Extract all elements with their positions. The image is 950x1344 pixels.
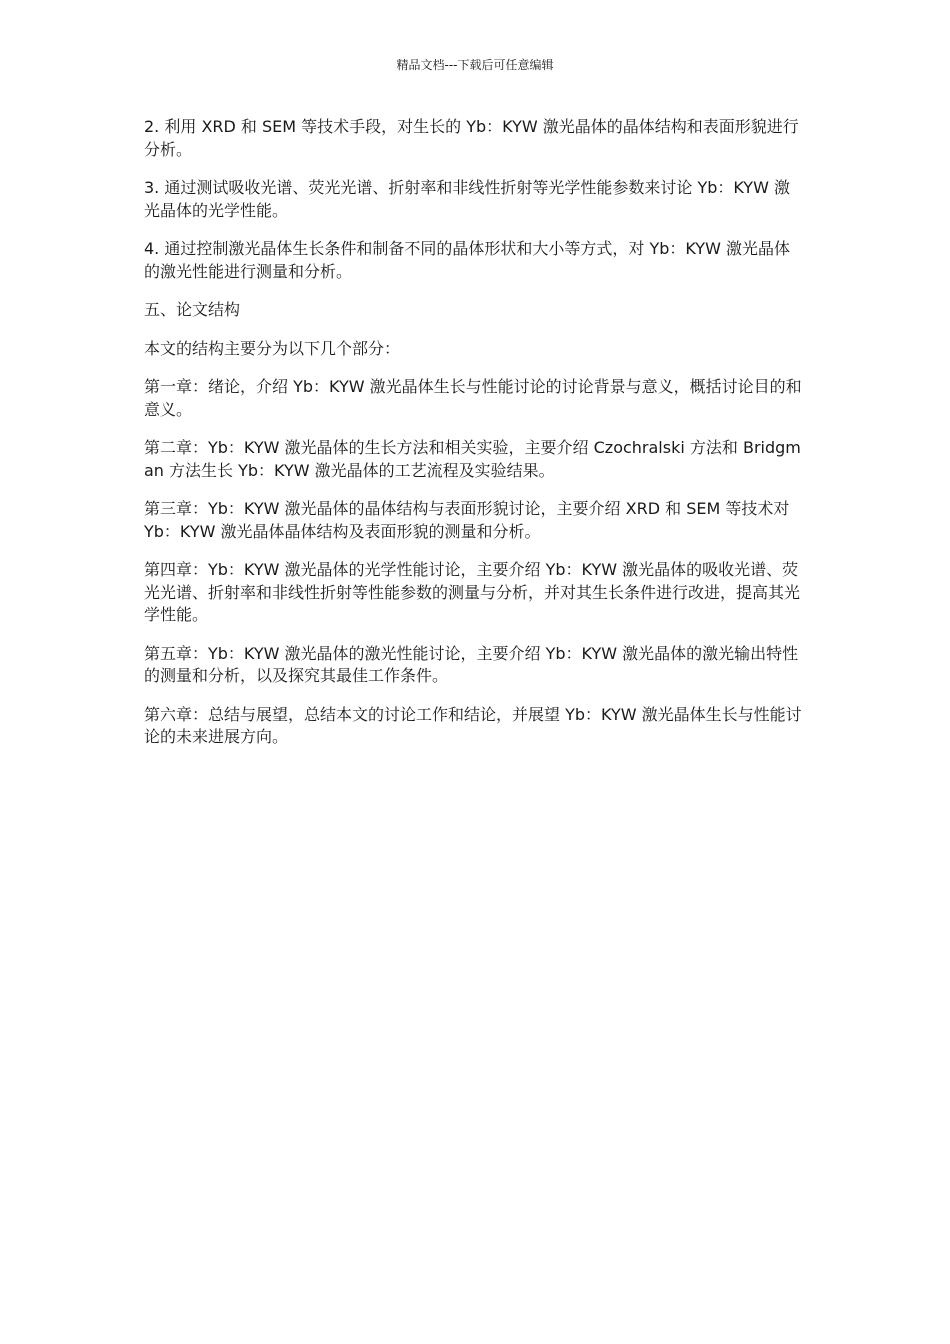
page-header: 精品文档---下载后可任意编辑 (396, 58, 554, 72)
document-body (144, 116, 804, 765)
chapter-2-description: 第二章：Yb：KYW 激光晶体的生长方法和相关实验，主要介绍 Czochralski 方法和 Bridgman 方法生长 Yb：KYW 激光晶体的工艺流程及实验结果。 (144, 438, 801, 480)
chapter-1-description: 第一章：绪论，介绍 Yb：KYW 激光晶体生长与性能讨论的讨论背景与意义，概括讨论目的和意义。 (144, 377, 802, 419)
section-intro: 本文的结构主要分为以下几个部分： (144, 338, 401, 358)
list-item-3: 3. 通过测试吸收光谱、荧光光谱、折射率和非线性折射等光学性能参数来讨论 Yb：KYW 激光晶体的光学性能。 (144, 178, 790, 220)
section-heading: 五、论文结构 (144, 300, 241, 319)
chapter-3-description: 第三章：Yb：KYW 激光晶体的晶体结构与表面形貌讨论，主要介绍 XRD 和 SEM 等技术对 Yb：KYW 激光晶体晶体结构及表面形貌的测量和分析。 (144, 499, 790, 541)
list-item-4: 4. 通过控制激光晶体生长条件和制备不同的晶体形状和大小等方式，对 Yb：KYW 激光晶体的激光性能进行测量和分析。 (144, 239, 790, 281)
chapter-6-description: 第六章：总结与展望，总结本文的讨论工作和结论，并展望 Yb：KYW 激光晶体生长与性能讨论的未来进展方向。 (144, 704, 802, 746)
chapter-5-description: 第五章：Yb：KYW 激光晶体的激光性能讨论，主要介绍 Yb：KYW 激光晶体的激光输出特性的测量和分析，以及探究其最佳工作条件。 (144, 643, 799, 685)
list-item-2: 2. 利用 XRD 和 SEM 等技术手段，对生长的 Yb：KYW 激光晶体的晶体结构和表面形貌进行分析。 (144, 117, 799, 159)
chapter-4-description: 第四章：Yb：KYW 激光晶体的光学性能讨论，主要介绍 Yb：KYW 激光晶体的吸收光谱、荧光光谱、折射率和非线性折射等性能参数的测量与分析，并对其生长条件进行改进，提高其光学性能。 (144, 560, 801, 624)
